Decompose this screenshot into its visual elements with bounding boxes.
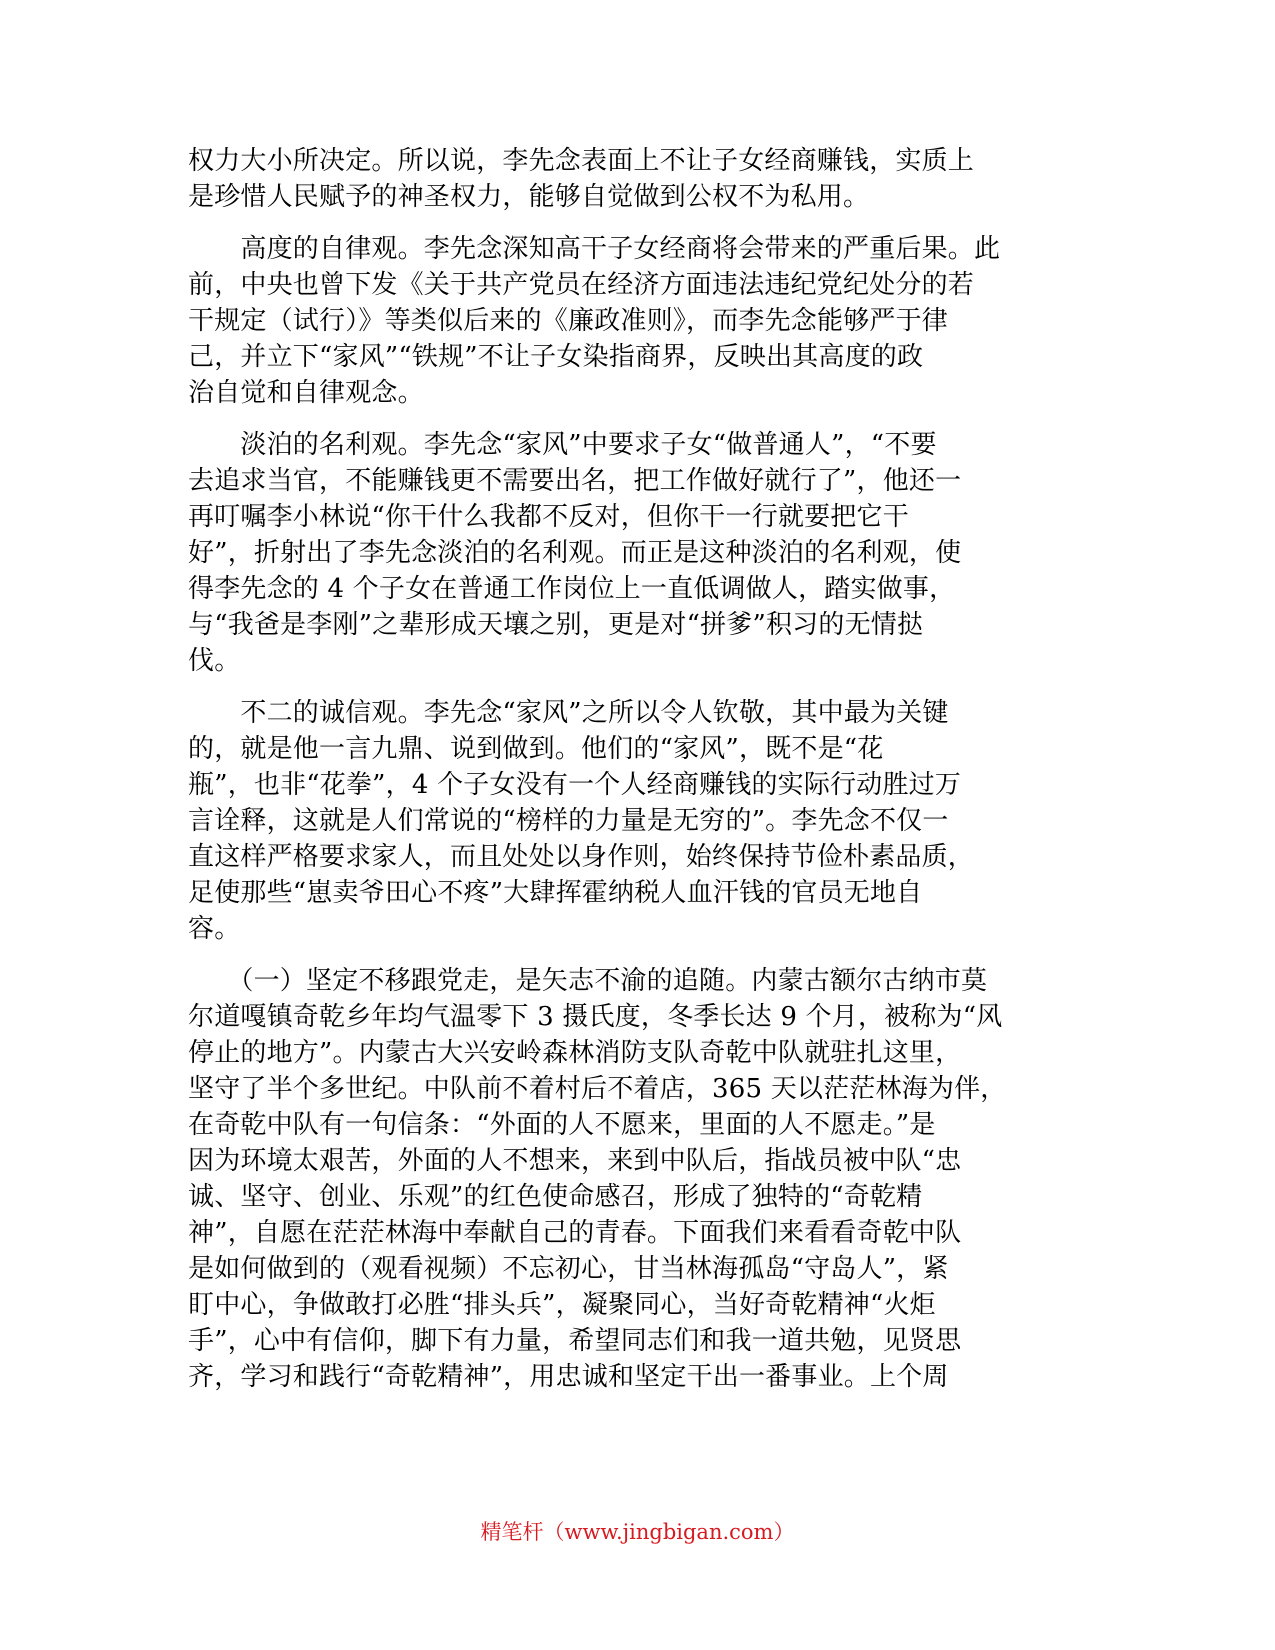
text-line: 瓶”，也非“花拳”，4 个子女没有一个人经商赚钱的实际行动胜过万 bbox=[188, 770, 962, 800]
text-line: 尔道嘎镇奇乾乡年均气温零下 3 摄氏度，冬季长达 9 个月，被称为“风 bbox=[188, 1002, 1003, 1032]
text-line: 直这样严格要求家人，而且处处以身作则，始终保持节俭朴素品质， bbox=[188, 842, 975, 872]
text-line: 容。 bbox=[188, 914, 241, 944]
text-line: 足使那些“崽卖爷田心不疼”大肆挥霍纳税人血汗钱的官员无地自 bbox=[188, 878, 923, 908]
text-line: 得李先念的 4 个子女在普通工作岗位上一直低调做人，踏实做事， bbox=[188, 574, 956, 604]
text-line: 因为环境太艰苦，外面的人不想来，来到中队后，指战员被中队“忠 bbox=[188, 1146, 962, 1176]
text-line: （一）坚定不移跟党走，是矢志不渝的追随。内蒙古额尔古纳市莫 bbox=[188, 966, 988, 996]
text-line: 治自觉和自律观念。 bbox=[188, 378, 424, 408]
text-line: 权力大小所决定。所以说，李先念表面上不让子女经商赚钱，实质上 bbox=[188, 146, 975, 176]
page-footer-watermark: 精笔杆（www.jingbigan.com） bbox=[480, 1520, 795, 1544]
text-line: 坚守了半个多世纪。中队前不着村后不着店，365 天以茫茫林海为伴， bbox=[188, 1074, 1007, 1104]
text-line: 齐，学习和践行“奇乾精神”，用忠诚和坚定干出一番事业。上个周 bbox=[188, 1362, 949, 1392]
text-line: 再叮嘱李小林说“你干什么我都不反对，但你干一行就要把它干 bbox=[188, 502, 909, 532]
text-line: 是珍惜人民赋予的神圣权力，能够自觉做到公权不为私用。 bbox=[188, 182, 870, 212]
paragraph bbox=[188, 143, 1088, 215]
text-line: 去追求当官，不能赚钱更不需要出名，把工作做好就行了”，他还一 bbox=[188, 466, 962, 496]
text-line: 是如何做到的（观看视频）不忘初心，甘当林海孤岛“守岛人”，紧 bbox=[188, 1254, 949, 1284]
paragraph bbox=[188, 231, 1088, 411]
text-line: 诚、坚守、创业、乐观”的红色使命感召，形成了独特的“奇乾精 bbox=[188, 1182, 923, 1212]
paragraph bbox=[188, 427, 1088, 679]
text-line: 干规定（试行）》等类似后来的《廉政准则》，而李先念能够严于律 bbox=[188, 306, 949, 336]
text-line: 淡泊的名利观。李先念“家风”中要求子女“做普通人”，“不要 bbox=[188, 430, 937, 460]
text-line: 手”，心中有信仰，脚下有力量，希望同志们和我一道共勉，见贤思 bbox=[188, 1326, 962, 1356]
paragraph bbox=[188, 963, 1088, 1395]
text-line: 盯中心，争做敢打必胜“排头兵”，凝聚同心，当好奇乾精神“火炬 bbox=[188, 1290, 936, 1320]
text-line: 在奇乾中队有一句信条：“外面的人不愿来，里面的人不愿走。”是 bbox=[188, 1110, 936, 1140]
text-line: 伐。 bbox=[188, 646, 241, 676]
text-line: 神”，自愿在茫茫林海中奉献自己的青春。下面我们来看看奇乾中队 bbox=[188, 1218, 962, 1248]
text-line: 言诠释，这就是人们常说的“榜样的力量是无穷的”。李先念不仅一 bbox=[188, 806, 949, 836]
text-line: 不二的诚信观。李先念“家风”之所以令人钦敬，其中最为关键 bbox=[188, 698, 949, 728]
text-line: 前，中央也曾下发《关于共产党员在经济方面违法违纪党纪处分的若 bbox=[188, 270, 975, 300]
text-line: 与“我爸是李刚”之辈形成天壤之别，更是对“拼爹”积习的无情挞 bbox=[188, 610, 924, 640]
paragraph bbox=[188, 695, 1088, 947]
text-line: 好”，折射出了李先念淡泊的名利观。而正是这种淡泊的名利观，使 bbox=[188, 538, 962, 568]
document-body bbox=[188, 143, 1088, 1411]
text-line: 己，并立下“家风”“铁规”不让子女染指商界，反映出其高度的政 bbox=[188, 342, 924, 372]
text-line: 的，就是他一言九鼎、说到做到。他们的“家风”，既不是“花 bbox=[188, 734, 884, 764]
text-line: 停止的地方”。内蒙古大兴安岭森林消防支队奇乾中队就驻扎这里， bbox=[188, 1038, 962, 1068]
text-line: 高度的自律观。李先念深知高干子女经商将会带来的严重后果。此 bbox=[188, 234, 1001, 264]
